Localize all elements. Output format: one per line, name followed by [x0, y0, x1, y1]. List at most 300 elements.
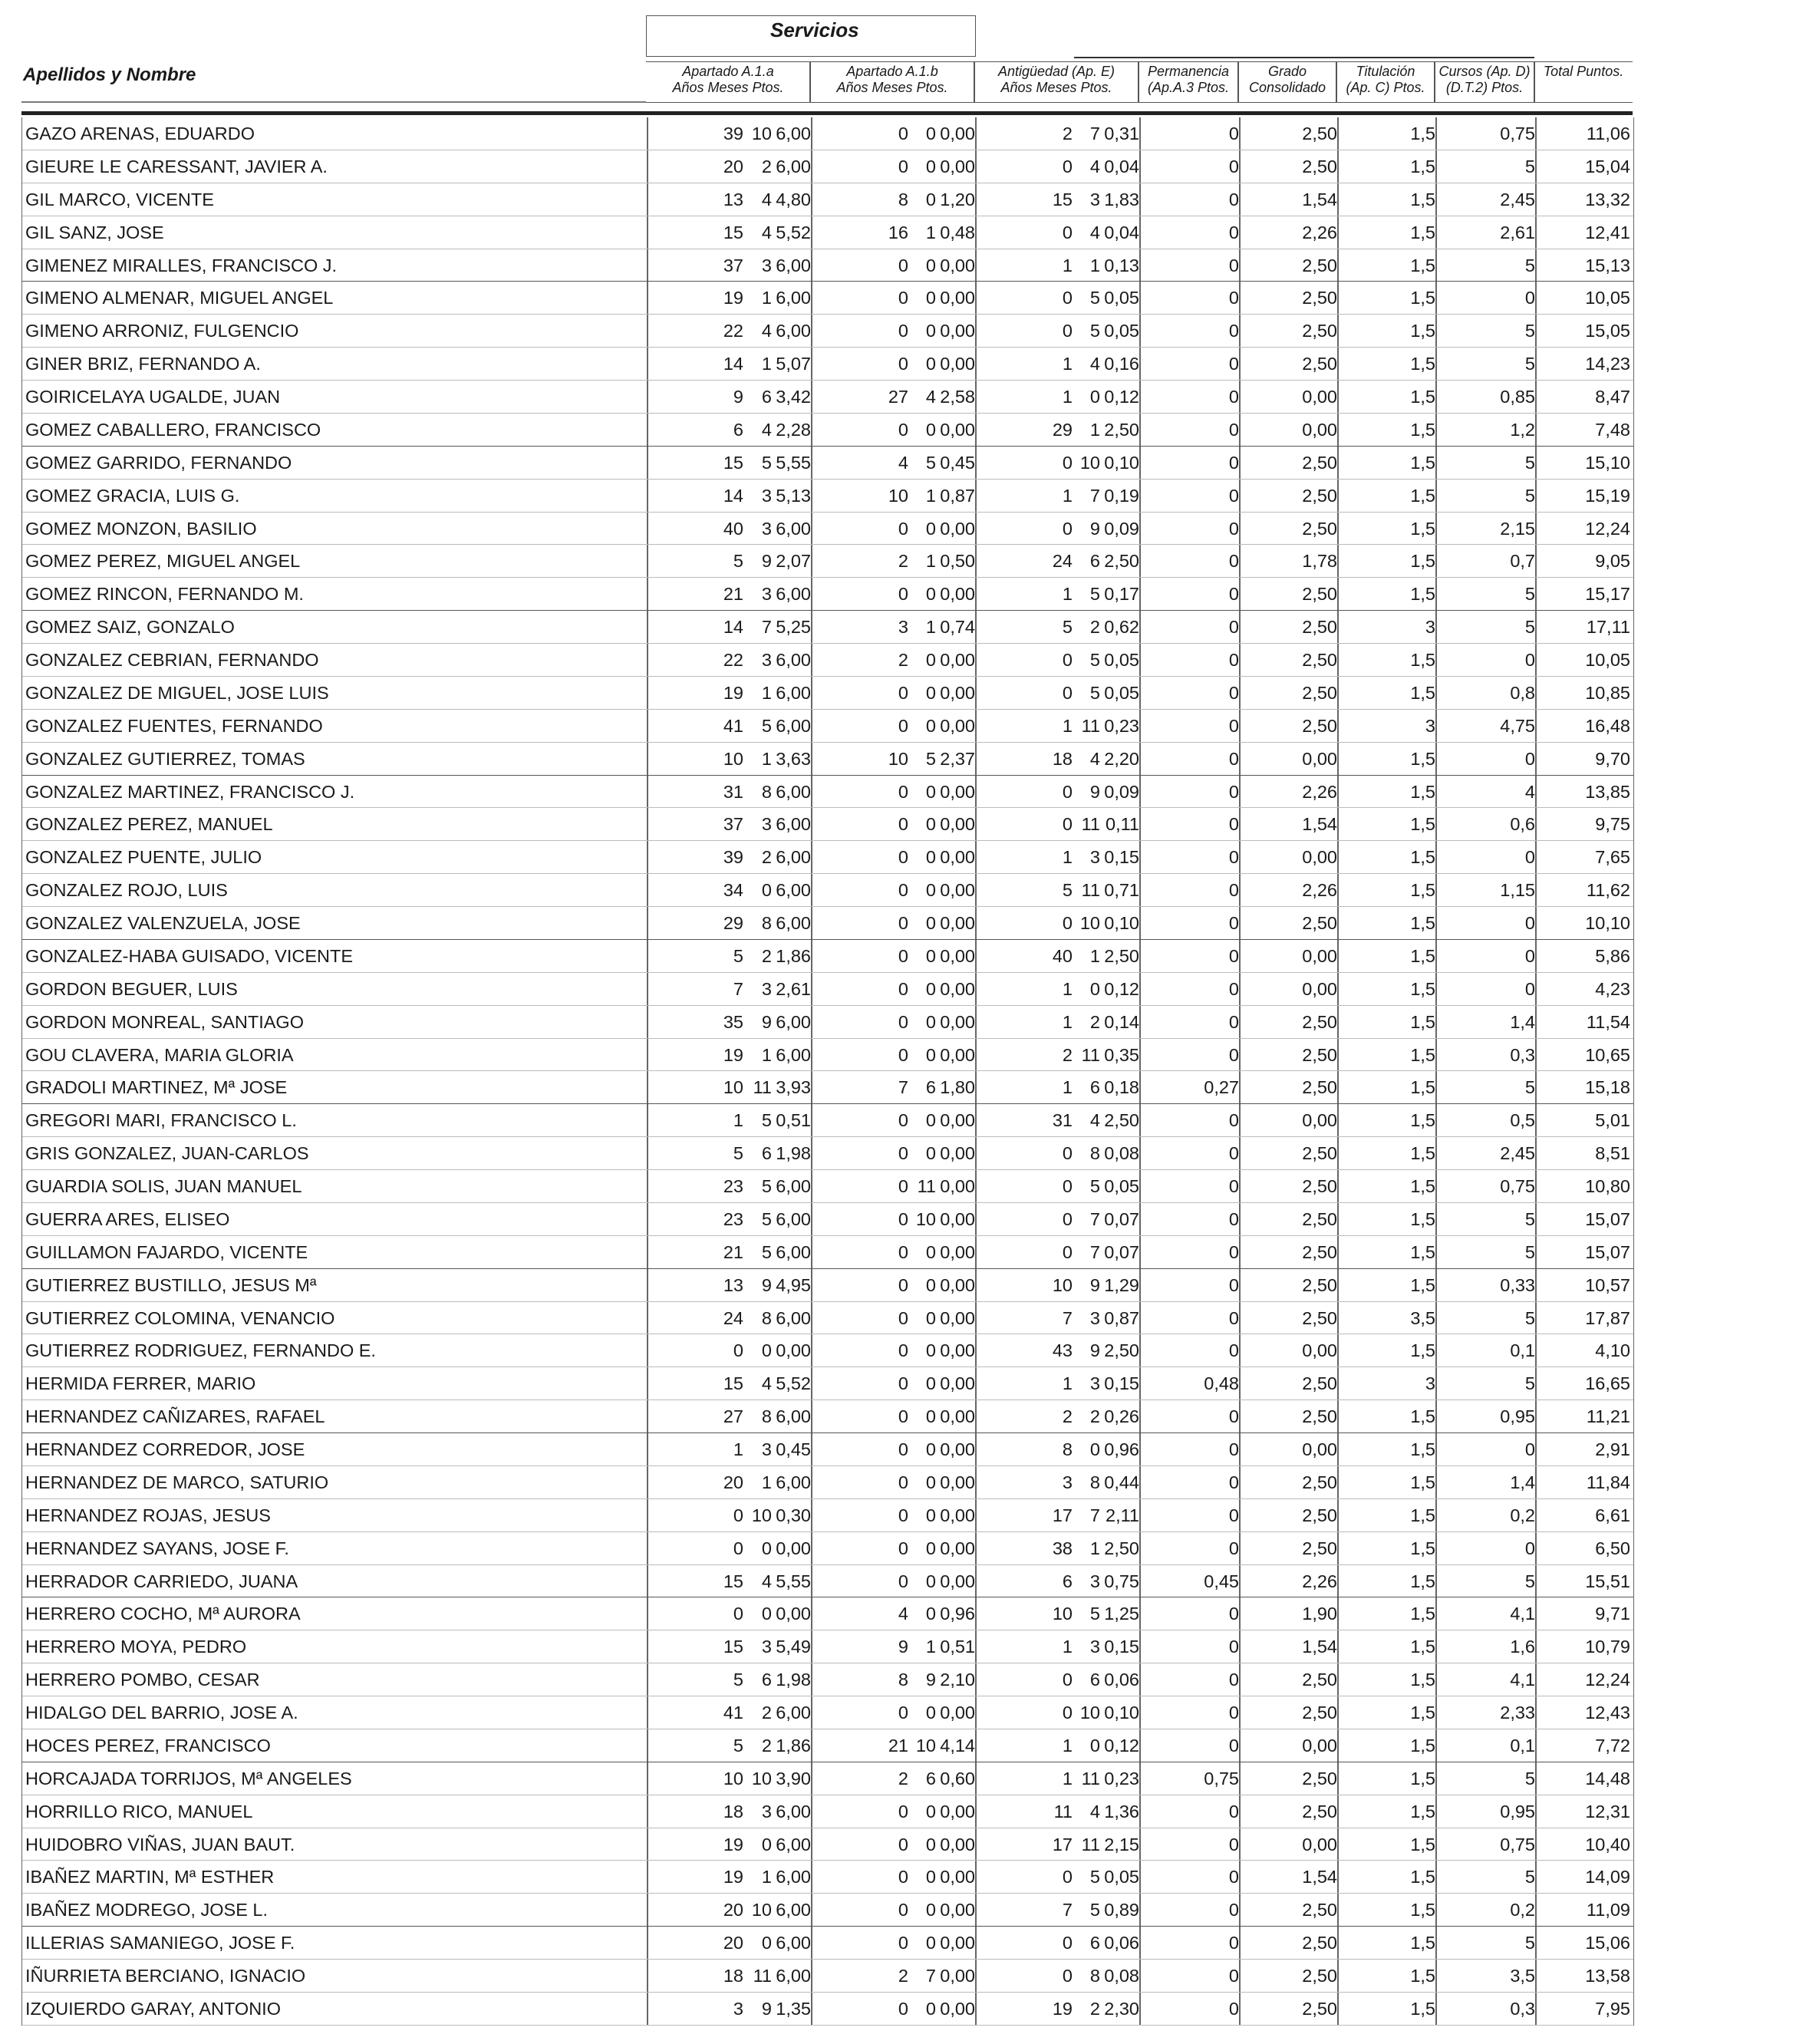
column-divider [1337, 216, 1339, 249]
employee-name: HORRILLO RICO, MANUEL [25, 1801, 253, 1821]
cell-a1a-years: 14 [723, 617, 743, 638]
cell-a1b-years: 0 [898, 1867, 908, 1887]
cell-antig-points: 0,15 [1104, 847, 1139, 868]
column-divider [1239, 1466, 1241, 1498]
column-divider [647, 348, 648, 380]
column-divider [647, 1203, 648, 1235]
cell-antig-years: 5 [1062, 617, 1073, 638]
cell-a1a-points: 2,61 [776, 978, 811, 999]
cell-a1a-months: 6 [761, 387, 772, 407]
cell-a1b-years: 0 [898, 1439, 908, 1459]
cell-antig-years: 38 [1052, 1538, 1073, 1558]
cell-titulacion: 1,5 [1410, 255, 1435, 275]
cell-total: 10,05 [1585, 650, 1630, 670]
column-divider [1535, 381, 1537, 413]
table-row [22, 1334, 1633, 1367]
column-divider [811, 776, 812, 808]
cell-a1a-months: 2 [761, 847, 772, 868]
column-divider [975, 1894, 977, 1926]
cell-a1a-years: 6 [733, 419, 743, 440]
employee-name: IÑURRIETA BERCIANO, IGNACIO [25, 1966, 306, 1986]
cell-antig-months: 4 [1089, 748, 1100, 769]
col-header-antiguedad: Antigüedad (Ap. E) Años Meses Ptos. [997, 64, 1115, 95]
cell-permanencia: 0 [1228, 913, 1239, 933]
cell-a1a-years: 19 [723, 1867, 743, 1887]
cell-antig-years: 31 [1052, 1110, 1073, 1131]
cell-titulacion: 1,5 [1410, 156, 1435, 176]
column-divider [1435, 447, 1437, 479]
column-divider [1435, 216, 1437, 249]
cell-antig-points: 0,05 [1104, 1176, 1139, 1196]
cell-antig-points: 0,16 [1104, 354, 1139, 374]
cell-a1b-months: 1 [925, 485, 936, 506]
cell-antig-points: 2,50 [1104, 1110, 1139, 1131]
cell-cursos: 0,5 [1510, 1110, 1535, 1131]
column-divider [647, 315, 648, 347]
table-row [22, 644, 1633, 677]
column-divider [1337, 1006, 1339, 1038]
column-divider [647, 808, 648, 840]
column-divider [1239, 1565, 1241, 1597]
cell-antig-months: 4 [1089, 156, 1100, 176]
cell-a1b-months: 10 [915, 1735, 936, 1756]
table-row [22, 677, 1633, 710]
cell-a1b-years: 0 [898, 715, 908, 736]
cell-a1a-points: 6,00 [776, 1966, 811, 1986]
cell-antig-months: 3 [1089, 1307, 1100, 1328]
cell-a1b-points: 0,00 [940, 945, 975, 966]
cell-permanencia: 0,75 [1204, 1768, 1239, 1788]
cell-antig-months: 6 [1089, 1077, 1100, 1098]
column-divider [975, 1203, 977, 1235]
column-divider [1435, 1400, 1437, 1432]
cell-antig-points: 0,71 [1104, 880, 1139, 901]
cell-antig-points: 0,05 [1104, 288, 1139, 308]
cell-a1a-months: 1 [761, 682, 772, 703]
column-divider [647, 1565, 648, 1597]
cell-antig-months: 5 [1089, 584, 1100, 605]
cell-a1b-months: 1 [925, 1637, 936, 1657]
cell-titulacion: 1,5 [1410, 1011, 1435, 1032]
column-divider [1239, 1630, 1241, 1663]
column-divider [1535, 1499, 1537, 1531]
column-divider [647, 1236, 648, 1268]
cell-antig-years: 1 [1062, 1077, 1073, 1098]
column-divider [1535, 907, 1537, 939]
cell-antig-years: 40 [1052, 945, 1073, 966]
cell-cursos: 5 [1524, 1307, 1535, 1328]
employee-name: GIEURE LE CARESSANT, JAVIER A. [25, 156, 328, 176]
column-divider [1239, 545, 1241, 577]
cell-total: 8,51 [1595, 1143, 1630, 1164]
cell-grado: 0,00 [1302, 1834, 1337, 1854]
cell-antig-years: 1 [1062, 1735, 1073, 1756]
cell-a1b-years: 2 [898, 1966, 908, 1986]
table-row [22, 874, 1633, 907]
column-divider [811, 1433, 812, 1465]
column-divider [975, 1071, 977, 1103]
column-divider [1435, 348, 1437, 380]
cell-antig-points: 2,50 [1104, 1538, 1139, 1558]
column-divider [1337, 1663, 1339, 1696]
cell-grado: 2,50 [1302, 913, 1337, 933]
cell-a1b-points: 0,00 [940, 1998, 975, 2019]
column-divider [1239, 973, 1241, 1005]
cell-cursos: 0,3 [1510, 1044, 1535, 1065]
cell-cursos: 1,6 [1510, 1637, 1535, 1657]
cell-a1b-years: 2 [898, 1768, 908, 1788]
cell-a1b-months: 0 [925, 1373, 936, 1394]
cell-a1b-months: 0 [925, 518, 936, 539]
cell-antig-months: 9 [1089, 1274, 1100, 1295]
cell-titulacion: 1,5 [1410, 321, 1435, 341]
table-row [22, 841, 1633, 874]
column-divider [647, 513, 648, 545]
cell-total: 15,17 [1585, 584, 1630, 605]
table-row [22, 808, 1633, 841]
cell-antig-years: 2 [1062, 1044, 1073, 1065]
column-divider [647, 1795, 648, 1828]
cell-antig-months: 9 [1089, 781, 1100, 802]
employee-name: HORCAJADA TORRIJOS, Mª ANGELES [25, 1768, 352, 1788]
cell-titulacion: 1,5 [1410, 913, 1435, 933]
cell-antig-months: 1 [1089, 419, 1100, 440]
column-divider [1239, 150, 1241, 183]
cell-a1b-points: 0,00 [940, 1538, 975, 1558]
cell-a1b-years: 0 [898, 1241, 908, 1262]
column-divider [1139, 1170, 1141, 1202]
cell-antig-months: 5 [1089, 682, 1100, 703]
cell-a1b-months: 0 [925, 419, 936, 440]
column-divider [1139, 513, 1141, 545]
cell-a1b-points: 0,45 [940, 452, 975, 473]
column-divider [1239, 1828, 1241, 1861]
cell-a1b-months: 0 [925, 1933, 936, 1953]
cell-a1b-points: 0,00 [940, 1307, 975, 1328]
column-divider [1337, 1499, 1339, 1531]
column-divider [1139, 249, 1141, 282]
cell-a1b-years: 0 [898, 255, 908, 275]
cell-total: 11,62 [1586, 880, 1630, 901]
column-divider [1139, 1466, 1141, 1498]
cell-antig-months: 11 [1081, 1044, 1100, 1065]
header-rule-right [1074, 57, 1534, 58]
cell-a1a-points: 6,00 [776, 682, 811, 703]
cell-permanencia: 0 [1228, 1274, 1239, 1295]
cell-a1b-points: 0,87 [940, 485, 975, 506]
cell-a1a-points: 6,00 [776, 1472, 811, 1492]
cell-antig-months: 3 [1089, 1571, 1100, 1591]
cell-a1a-points: 4,95 [776, 1274, 811, 1295]
cell-cursos: 0,75 [1500, 1834, 1535, 1854]
column-divider [1139, 611, 1141, 643]
cell-antig-months: 11 [1081, 1768, 1100, 1788]
cell-cursos: 0 [1524, 748, 1535, 769]
cell-grado: 0,00 [1302, 945, 1337, 966]
cell-a1a-points: 4,80 [776, 189, 811, 209]
cell-cursos: 0 [1524, 945, 1535, 966]
column-divider [811, 1630, 812, 1663]
column-divider [811, 414, 812, 446]
cell-antig-months: 1 [1089, 945, 1100, 966]
employee-name: GONZALEZ PUENTE, JULIO [25, 847, 262, 868]
cell-cursos: 0 [1524, 978, 1535, 999]
cell-antig-years: 0 [1062, 682, 1073, 703]
table-row [22, 1762, 1633, 1795]
column-divider [647, 1104, 648, 1136]
column-divider [1435, 150, 1437, 183]
column-divider [1535, 117, 1537, 150]
column-divider [975, 1993, 977, 2025]
cell-grado: 2,50 [1302, 1373, 1337, 1394]
cell-total: 11,84 [1586, 1472, 1630, 1492]
column-divider [1239, 249, 1241, 282]
cell-a1b-years: 0 [898, 1571, 908, 1591]
cell-grado: 2,50 [1302, 1307, 1337, 1328]
column-divider [1535, 1861, 1537, 1893]
cell-titulacion: 1,5 [1410, 1538, 1435, 1558]
cell-total: 15,18 [1585, 1077, 1630, 1098]
cell-a1b-months: 0 [925, 1340, 936, 1361]
cell-a1a-years: 5 [733, 551, 743, 572]
column-divider [1535, 1532, 1537, 1564]
table-row [22, 1071, 1633, 1104]
cell-a1b-years: 0 [898, 1998, 908, 2019]
column-divider [1139, 1367, 1141, 1399]
column-divider [811, 677, 812, 709]
table-row [22, 1433, 1633, 1466]
employee-name: GONZALEZ DE MIGUEL, JOSE LUIS [25, 682, 329, 703]
cell-a1a-points: 5,07 [776, 354, 811, 374]
cell-total: 15,13 [1585, 255, 1630, 275]
cell-permanencia: 0 [1228, 978, 1239, 999]
cell-cursos: 4,75 [1500, 715, 1535, 736]
column-divider [647, 1696, 648, 1729]
cell-a1a-years: 21 [723, 584, 743, 605]
cell-cursos: 5 [1524, 584, 1535, 605]
employee-name: GINER BRIZ, FERNANDO A. [25, 354, 261, 374]
column-divider [1435, 776, 1437, 808]
cell-a1a-years: 29 [723, 913, 743, 933]
cell-antig-months: 3 [1089, 1637, 1100, 1657]
column-divider [1239, 1400, 1241, 1432]
cell-a1a-years: 0 [733, 1604, 743, 1624]
cell-a1b-points: 0,00 [940, 682, 975, 703]
table-row [22, 1828, 1633, 1861]
cell-antig-years: 7 [1062, 1307, 1073, 1328]
cell-antig-points: 0,10 [1104, 913, 1139, 933]
cell-grado: 1,54 [1302, 189, 1337, 209]
cell-a1b-years: 9 [898, 1637, 908, 1657]
employee-name: GUARDIA SOLIS, JUAN MANUEL [25, 1176, 302, 1196]
cell-cursos: 0,6 [1510, 814, 1535, 835]
cell-a1b-years: 0 [898, 847, 908, 868]
cell-a1b-points: 0,00 [940, 255, 975, 275]
cell-antig-points: 2,11 [1106, 1505, 1139, 1525]
cell-grado: 2,50 [1302, 715, 1337, 736]
column-divider [975, 874, 977, 906]
cell-a1a-points: 5,52 [776, 222, 811, 242]
cell-permanencia: 0 [1228, 387, 1239, 407]
cell-permanencia: 0 [1228, 1867, 1239, 1887]
column-divider [975, 1828, 977, 1861]
cell-a1a-years: 15 [723, 222, 743, 242]
cell-a1b-points: 0,00 [940, 1143, 975, 1164]
column-divider [811, 1696, 812, 1729]
cell-a1b-years: 0 [898, 1011, 908, 1032]
cell-cursos: 2,61 [1500, 222, 1535, 242]
cell-a1b-months: 0 [925, 1998, 936, 2019]
cell-permanencia: 0 [1228, 551, 1239, 572]
cell-a1b-months: 7 [925, 1966, 936, 1986]
table-row [22, 117, 1633, 150]
cell-a1a-points: 6,00 [776, 1900, 811, 1920]
cell-a1b-months: 0 [925, 1538, 936, 1558]
cell-cursos: 5 [1524, 1571, 1535, 1591]
column-divider [1337, 183, 1339, 216]
cell-a1b-years: 0 [898, 124, 908, 143]
cell-a1a-months: 0 [761, 880, 772, 901]
cell-total: 15,51 [1585, 1571, 1630, 1591]
cell-antig-years: 1 [1062, 847, 1073, 868]
cell-antig-months: 9 [1089, 518, 1100, 539]
column-divider [1435, 1269, 1437, 1301]
cell-a1a-years: 1 [733, 1110, 743, 1131]
column-divider [975, 1137, 977, 1169]
column-divider [1535, 1927, 1537, 1959]
column-divider [1337, 973, 1339, 1005]
column-divider [1337, 1630, 1339, 1663]
cell-antig-years: 1 [1062, 255, 1073, 275]
column-divider [975, 282, 977, 314]
cell-a1a-months: 4 [761, 419, 772, 440]
column-divider [811, 1236, 812, 1268]
cell-a1a-points: 6,00 [776, 715, 811, 736]
column-divider [811, 150, 812, 183]
cell-titulacion: 1,5 [1410, 880, 1435, 901]
column-divider [1139, 1696, 1141, 1729]
cell-titulacion: 1,5 [1410, 1472, 1435, 1492]
cell-a1b-years: 0 [898, 978, 908, 999]
employee-name: GIMENEZ MIRALLES, FRANCISCO J. [25, 255, 338, 275]
employee-name: HIDALGO DEL BARRIO, JOSE A. [25, 1703, 298, 1723]
cell-permanencia: 0 [1228, 748, 1239, 769]
column-divider [1435, 841, 1437, 873]
cell-grado: 2,50 [1302, 617, 1337, 638]
cell-a1a-months: 2 [761, 1735, 772, 1756]
column-divider [647, 1466, 648, 1498]
cell-antig-years: 1 [1062, 715, 1073, 736]
column-divider [647, 1663, 648, 1696]
column-divider [1435, 1861, 1437, 1893]
column-divider [1239, 841, 1241, 873]
cell-grado: 1,54 [1302, 814, 1337, 835]
cell-antig-years: 7 [1062, 1900, 1073, 1920]
cell-a1b-months: 0 [925, 1834, 936, 1854]
column-divider [1337, 578, 1339, 610]
column-divider [1337, 315, 1339, 347]
table-row [22, 1696, 1633, 1729]
cell-a1a-months: 1 [761, 748, 772, 769]
employee-name: GONZALEZ GUTIERREZ, TOMAS [25, 748, 305, 769]
employee-name: GREGORI MARI, FRANCISCO L. [25, 1110, 297, 1131]
column-divider [1239, 1762, 1241, 1795]
cell-grado: 2,50 [1302, 1143, 1337, 1164]
col-divider [1434, 62, 1435, 102]
column-divider [647, 1861, 648, 1893]
cell-a1a-years: 35 [723, 1011, 743, 1032]
cell-a1a-months: 10 [751, 1768, 772, 1788]
cell-a1a-years: 15 [723, 1373, 743, 1394]
cell-antig-points: 0,11 [1106, 814, 1139, 835]
cell-permanencia: 0 [1228, 617, 1239, 638]
cell-a1b-points: 0,00 [940, 781, 975, 802]
cell-a1b-months: 0 [925, 913, 936, 933]
cell-permanencia: 0 [1228, 1406, 1239, 1427]
cell-a1a-years: 13 [723, 1274, 743, 1295]
cell-permanencia: 0 [1228, 1208, 1239, 1229]
column-divider [975, 1663, 977, 1696]
cell-a1b-points: 0,48 [940, 222, 975, 242]
column-divider [647, 776, 648, 808]
column-divider [975, 117, 977, 150]
cell-total: 9,75 [1595, 814, 1630, 835]
cell-a1b-months: 0 [925, 1604, 936, 1624]
column-divider [1337, 1236, 1339, 1268]
points-table [21, 117, 1634, 2026]
table-row [22, 1597, 1633, 1630]
cell-antig-points: 1,83 [1104, 189, 1139, 209]
cell-antig-points: 0,13 [1104, 255, 1139, 275]
employee-name: IZQUIERDO GARAY, ANTONIO [25, 1998, 281, 2019]
cell-a1b-years: 0 [898, 1176, 908, 1196]
column-divider [811, 216, 812, 249]
column-divider [975, 1400, 977, 1432]
col-header-titulacion: Titulación (Ap. C) Ptos. [1346, 64, 1425, 95]
cell-a1b-months: 0 [925, 1505, 936, 1525]
cell-total: 13,85 [1585, 781, 1630, 802]
table-row [22, 381, 1633, 414]
column-divider [647, 282, 648, 314]
cell-a1a-years: 5 [733, 945, 743, 966]
cell-grado: 1,54 [1302, 1637, 1337, 1657]
cell-a1a-points: 6,00 [776, 1011, 811, 1032]
cell-total: 11,09 [1586, 1900, 1630, 1920]
cell-a1a-years: 19 [723, 1044, 743, 1065]
cell-a1b-points: 2,37 [940, 748, 975, 769]
cell-cursos: 5 [1524, 485, 1535, 506]
column-divider [1239, 414, 1241, 446]
cell-a1b-months: 0 [925, 321, 936, 341]
cell-a1b-months: 0 [925, 1241, 936, 1262]
cell-antig-months: 10 [1079, 1703, 1100, 1723]
cell-total: 7,95 [1595, 1998, 1630, 2019]
cell-a1b-years: 0 [898, 584, 908, 605]
cell-antig-years: 0 [1062, 1867, 1073, 1887]
cell-a1b-years: 0 [898, 1703, 908, 1723]
cell-a1a-points: 6,00 [776, 124, 811, 143]
column-divider [647, 1630, 648, 1663]
cell-cursos: 0,2 [1510, 1900, 1535, 1920]
cell-total: 7,72 [1595, 1735, 1630, 1756]
cell-cursos: 2,45 [1500, 1143, 1535, 1164]
cell-a1a-points: 0,45 [776, 1439, 811, 1459]
cell-grado: 1,78 [1302, 551, 1337, 572]
column-divider [1139, 1203, 1141, 1235]
column-divider [1239, 1861, 1241, 1893]
cell-permanencia: 0 [1228, 1933, 1239, 1953]
employee-name: GOMEZ GRACIA, LUIS G. [25, 485, 240, 506]
